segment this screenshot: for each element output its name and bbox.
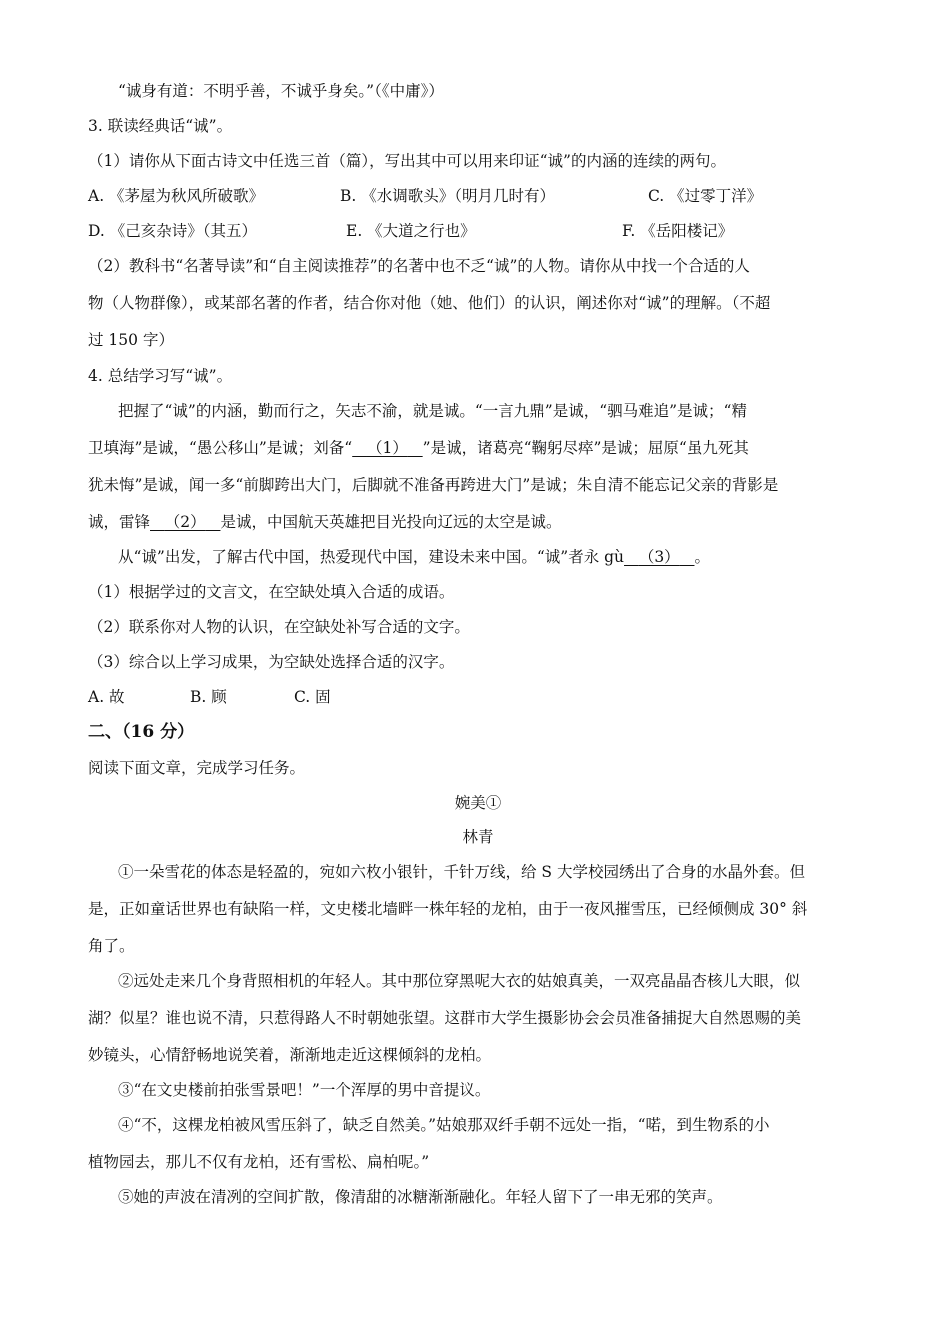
q4-para1-line-4 bbox=[88, 515, 561, 531]
option-d: D. 《己亥杂诗》（其五） bbox=[88, 222, 257, 240]
blank-3-label: （3） bbox=[638, 548, 680, 566]
option-a: A. 《茅屋为秋风所破歌》 bbox=[88, 187, 265, 205]
q4-para2 bbox=[118, 550, 710, 566]
blank-1-label: （1） bbox=[366, 439, 408, 457]
q3-part1: （1）请你从下面古诗文中任选三首（篇），写出其中可以用来印证“诚”的内涵的连续的两句。 bbox=[88, 152, 726, 170]
article-p5: ⑤她的声波在清冽的空间扩散，像清甜的冰糖渐渐融化。年轻人留下了一串无邪的笑声。 bbox=[118, 1188, 723, 1206]
choice-a: A. 故 bbox=[88, 688, 125, 706]
q4-para1-line-2-post: ”是诚，诸葛亮“鞠躬尽瘁”是诚；屈原“虽九死其 bbox=[422, 439, 749, 457]
q3-part2-line-1: （2）教科书“名著导读”和“自主阅读推荐”的名著中也不乏“诚”的人物。请你从中找一个合适的人 bbox=[88, 257, 750, 275]
q3-title: 3. 联读经典话“诚”。 bbox=[88, 117, 233, 135]
article-p2-line-1: ②远处走来几个身背照相机的年轻人。其中那位穿黑呢大衣的姑娘真美，一双亮晶晶杏核儿大眼，似 bbox=[118, 972, 801, 990]
article-p1-line-2: 是，正如童话世界也有缺陷一样，文史楼北墙畔一株年轻的龙柏，由于一夜风摧雪压，已经倾侧成 30° 斜 bbox=[88, 900, 808, 918]
blank-2 bbox=[150, 513, 220, 531]
article-title: 婉美① bbox=[454, 794, 502, 812]
choice-b: B. 顾 bbox=[190, 688, 227, 706]
article-p1-line-3: 角了。 bbox=[88, 937, 135, 955]
q3-part2-line-3: 过 150 字） bbox=[88, 331, 174, 349]
blank-3 bbox=[624, 548, 694, 566]
q4-para1-line-2-pre: 卫填海”是诚，“愚公移山”是诚；刘备“ bbox=[88, 439, 353, 457]
choice-c: C. 固 bbox=[294, 688, 331, 706]
q4-para1-line-4-post: 是诚，中国航天英雄把目光投向辽远的太空是诚。 bbox=[220, 513, 562, 531]
section-2-heading: 二、（16 分） bbox=[88, 722, 195, 742]
q4-sub-3: （3）综合以上学习成果，为空缺处选择合适的汉字。 bbox=[88, 653, 455, 671]
q4-para2-post: 。 bbox=[694, 548, 710, 566]
q4-sub-1: （1）根据学过的文言文，在空缺处填入合适的成语。 bbox=[88, 583, 455, 601]
article-p2-line-3: 妙镜头，心情舒畅地说笑着，渐渐地走近这棵倾斜的龙柏。 bbox=[88, 1046, 492, 1064]
q3-part2-line-2: 物（人物群像），或某部名著的作者，结合你对他（她、他们）的认识，阐述你对“诚”的理解。（不超 bbox=[88, 294, 771, 312]
option-c: C. 《过零丁洋》 bbox=[648, 187, 763, 205]
article-p4-line-2: 植物园去，那儿不仅有龙柏，还有雪松、扁柏呢。” bbox=[88, 1153, 430, 1171]
q4-para2-pre: 从“诚”出发，了解古代中国，热爱现代中国，建设未来中国。“诚”者永 gù bbox=[118, 548, 625, 566]
option-f: F. 《岳阳楼记》 bbox=[622, 222, 734, 240]
q4-para1-line-2 bbox=[88, 441, 749, 457]
option-e: E. 《大道之行也》 bbox=[346, 222, 476, 240]
q4-title: 4. 总结学习写“诚”。 bbox=[88, 367, 233, 385]
q4-para1-line-1: 把握了“诚”的内涵，勤而行之，矢志不渝，就是诚。“一言九鼎”是诚，“驷马难追”是诚；“精 bbox=[118, 402, 747, 420]
q4-para1-line-3: 犹未悔”是诚，闻一多“前脚跨出大门，后脚就不准备再跨进大门”是诚；朱自清不能忘记父亲的背影是 bbox=[88, 476, 779, 494]
q4-sub-2: （2）联系你对人物的认识，在空缺处补写合适的文字。 bbox=[88, 618, 470, 636]
section-2-instruction: 阅读下面文章，完成学习任务。 bbox=[88, 759, 306, 777]
article-author: 林青 bbox=[462, 828, 494, 846]
blank-1 bbox=[352, 439, 422, 457]
quote-line: “诚身有道：不明乎善，不诚乎身矣。”（《中庸》） bbox=[118, 82, 444, 100]
blank-2-label: （2） bbox=[164, 513, 206, 531]
q4-para1-line-4-pre: 诚，雷锋 bbox=[88, 513, 151, 531]
article-p2-line-2: 湖？似星？谁也说不清，只惹得路人不时朝她张望。这群市大学生摄影协会会员准备捕捉大自然恩赐的美 bbox=[88, 1009, 802, 1027]
article-p3: ③“在文史楼前拍张雪景吧！”一个浑厚的男中音提议。 bbox=[118, 1081, 491, 1099]
article-p4-line-1: ④“不，这棵龙柏被风雪压斜了，缺乏自然美。”姑娘那双纤手朝不远处一指，“喏，到生物系的小 bbox=[118, 1116, 770, 1134]
option-b: B. 《水调歌头》（明月几时有） bbox=[340, 187, 555, 205]
article-p1-line-1: ①一朵雪花的体态是轻盈的，宛如六枚小银针，千针万线，给 S 大学校园绣出了合身的水晶外套。但 bbox=[118, 863, 805, 881]
